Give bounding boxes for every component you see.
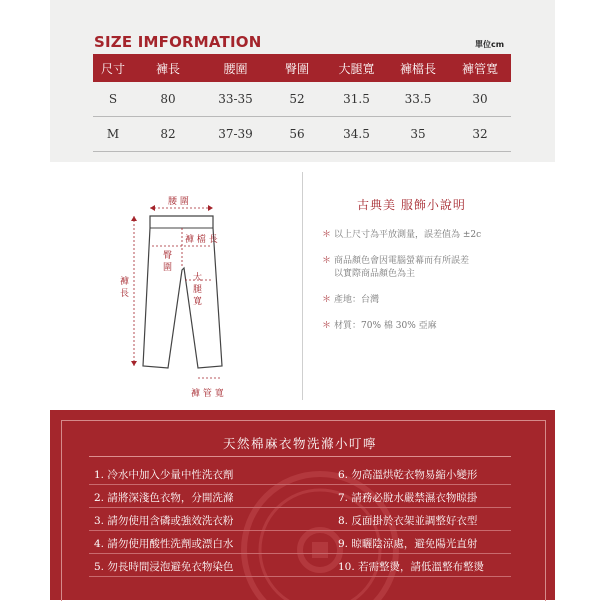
- header-hem: 褲管寬: [449, 54, 511, 82]
- care-item: 4. 請勿使用酸性洗劑或漂白水: [94, 538, 234, 550]
- table-cell: S: [93, 82, 133, 117]
- care-row-divider: [89, 576, 511, 577]
- label-hem: 褲 管 寬: [191, 389, 224, 399]
- star-icon: ＊: [322, 321, 332, 331]
- pants-diagram: [110, 188, 260, 400]
- unit-label: 單位cm: [475, 40, 505, 49]
- care-item: 8. 反面掛於衣架並調整好衣型: [338, 515, 478, 527]
- care-row-divider: [89, 530, 511, 531]
- care-item: 6. 勿高溫烘乾衣物易縮小變形: [338, 469, 478, 481]
- header-waist: 腰圍: [203, 54, 268, 82]
- header-size: 尺寸: [93, 54, 133, 82]
- header-length: 褲長: [133, 54, 203, 82]
- table-cell: 34.5: [326, 117, 387, 152]
- table-cell: 32: [449, 117, 511, 152]
- table-cell: 33.5: [387, 82, 449, 117]
- care-row-divider: [89, 484, 511, 485]
- care-item: 10. 若需整燙，請低溫整布整燙: [338, 561, 485, 573]
- label-hip: 臀 圍: [163, 251, 173, 273]
- care-item: 9. 晾曬陰涼處，避免陽光直射: [338, 538, 478, 550]
- table-cell: 33-35: [203, 82, 268, 117]
- size-info-title: SIZE IMFORMATION: [94, 33, 262, 51]
- size-table: [93, 54, 511, 152]
- table-cell: 35: [387, 117, 449, 152]
- star-icon: ＊: [322, 295, 332, 305]
- note-item: ＊ 商品顏色會因電腦螢幕而有所誤差 以實際商品顏色為主: [322, 256, 470, 279]
- care-title-underline: [89, 456, 511, 457]
- care-item: 3. 請勿使用含磷或強效洗衣粉: [94, 515, 234, 527]
- care-item: 2. 請將深淺色衣物，分開洗滌: [94, 492, 234, 504]
- table-cell: 37-39: [203, 117, 268, 152]
- table-row: [93, 82, 511, 117]
- care-item: 1. 冷水中加入少量中性洗衣劑: [94, 469, 234, 481]
- size-table-header: [93, 54, 511, 82]
- table-row: [93, 117, 511, 152]
- label-rise: 褲 檔 長: [185, 235, 218, 245]
- table-cell: 31.5: [326, 82, 387, 117]
- label-length: 褲 長: [120, 277, 130, 299]
- table-cell: M: [93, 117, 133, 152]
- care-item: 7. 請務必脫水嚴禁濕衣物晾掛: [338, 492, 478, 504]
- vertical-divider: [302, 172, 303, 400]
- header-rise: 褲檔長: [387, 54, 449, 82]
- notes-title: 古典美 服飾小說明: [357, 198, 466, 212]
- table-cell: 80: [133, 82, 203, 117]
- note-item: ＊ 材質：70% 棉 30% 亞麻: [322, 321, 437, 331]
- table-cell: 52: [268, 82, 326, 117]
- label-thigh: 大 腿 寬: [193, 273, 203, 307]
- star-icon: ＊: [322, 230, 332, 240]
- care-row-divider: [89, 553, 511, 554]
- note-item: ＊ 產地：台灣: [322, 295, 380, 305]
- header-thigh: 大腿寬: [326, 54, 387, 82]
- star-icon: ＊: [322, 256, 332, 266]
- note-item: ＊ 以上尺寸為平放測量，誤差值為 ±2c: [322, 230, 482, 240]
- care-row-divider: [89, 507, 511, 508]
- table-cell: 82: [133, 117, 203, 152]
- label-waist: 腰 圍: [168, 197, 189, 207]
- care-item: 5. 勿長時間浸泡避免衣物染色: [94, 561, 234, 573]
- header-hip: 臀圍: [268, 54, 326, 82]
- table-cell: 56: [268, 117, 326, 152]
- table-cell: 30: [449, 82, 511, 117]
- care-title: 天然棉麻衣物洗滌小叮嚀: [222, 436, 377, 451]
